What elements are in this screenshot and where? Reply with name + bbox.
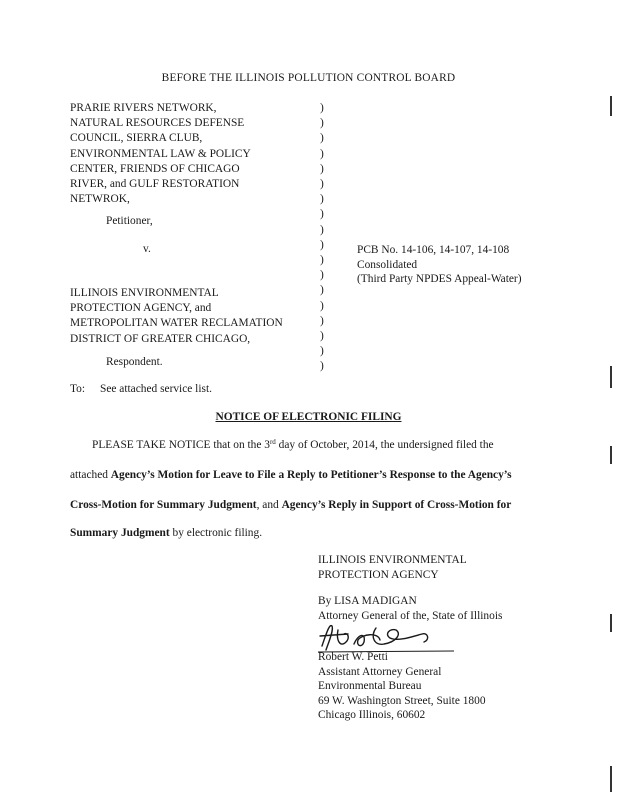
petitioner-line: CENTER, FRIENDS OF CHICAGO — [70, 162, 240, 175]
notice-line-1: PLEASE TAKE NOTICE that on the 3rd day of October, 2014, the undersigned filed the — [92, 438, 494, 451]
notice-line-4: Summary Judgment by electronic filing. — [70, 527, 263, 539]
to-line — [70, 383, 212, 395]
petitioner-line: RIVER, and GULF RESTORATION — [70, 178, 240, 191]
respondent-label: Respondent. — [106, 356, 163, 368]
appeal-type: (Third Party NPDES Appeal-Water) — [357, 273, 522, 286]
scan-mark — [610, 446, 612, 464]
petitioner-line: NETWROK, — [70, 193, 130, 206]
notice-title: NOTICE OF ELECTRONIC FILING — [215, 411, 402, 423]
handwritten-signature — [318, 620, 458, 654]
ag-line: Attorney General of the, State of Illinois — [318, 609, 503, 622]
petitioner-line: ENVIRONMENTAL LAW & POLICY — [70, 147, 251, 160]
signer-address-line: Chicago Illinois, 60602 — [318, 709, 426, 722]
respondents-block — [70, 286, 283, 347]
agency-line: PROTECTION AGENCY — [318, 568, 439, 581]
notice-line-2: attached Agency’s Motion for Leave to File a Reply to Petitioner’s Response to the Agency’s — [70, 469, 512, 481]
petitioner-line: PRARIE RIVERS NETWORK, — [70, 102, 217, 114]
case-number: PCB No. 14-106, 14-107, 14-108 — [357, 244, 510, 256]
consolidated-label: Consolidated — [357, 258, 418, 271]
to-text: See attached service list. — [100, 383, 212, 395]
by-line: By LISA MADIGAN — [318, 595, 417, 607]
petitioner-line: NATURAL RESOURCES DEFENSE — [70, 117, 245, 130]
versus-label: v. — [143, 243, 151, 255]
signer-bureau: Environmental Bureau — [318, 680, 422, 693]
respondent-line: ILLINOIS ENVIRONMENTAL — [70, 287, 219, 299]
agency-name-block — [318, 553, 467, 582]
petitioner-label: Petitioner, — [106, 215, 153, 227]
signer-title: Assistant Attorney General — [318, 665, 442, 678]
attorney-general-block — [318, 594, 502, 623]
signer-address-line: 69 W. Washington Street, Suite 1800 — [318, 694, 486, 707]
respondent-line: METROPOLITAN WATER RECLAMATION — [70, 317, 283, 330]
petitioners-block — [70, 101, 251, 207]
respondent-line: PROTECTION AGENCY, and — [70, 302, 212, 315]
scan-mark — [610, 766, 612, 792]
caption-parentheses: ) ) ) ) ) ) ) ) ) ) ) ) ) ) ) ) ) ) — [320, 102, 324, 373]
respondent-line: DISTRICT OF GREATER CHICAGO, — [70, 332, 251, 345]
petitioner-line: COUNCIL, SIERRA CLUB, — [70, 132, 203, 145]
board-heading: BEFORE THE ILLINOIS POLLUTION CONTROL BOARD — [161, 72, 456, 84]
agency-line: ILLINOIS ENVIRONMENTAL — [318, 554, 467, 566]
signer-name: Robert W. Petti — [318, 651, 388, 663]
signer-block — [318, 650, 486, 723]
to-label: To: — [70, 383, 86, 395]
scan-mark — [610, 96, 612, 116]
case-number-block — [357, 243, 522, 287]
notice-line-3: Cross-Motion for Summary Judgment, and Agency’s Reply in Support of Cross-Motion for — [70, 499, 512, 511]
scan-mark — [610, 614, 612, 632]
scan-mark — [610, 366, 612, 388]
